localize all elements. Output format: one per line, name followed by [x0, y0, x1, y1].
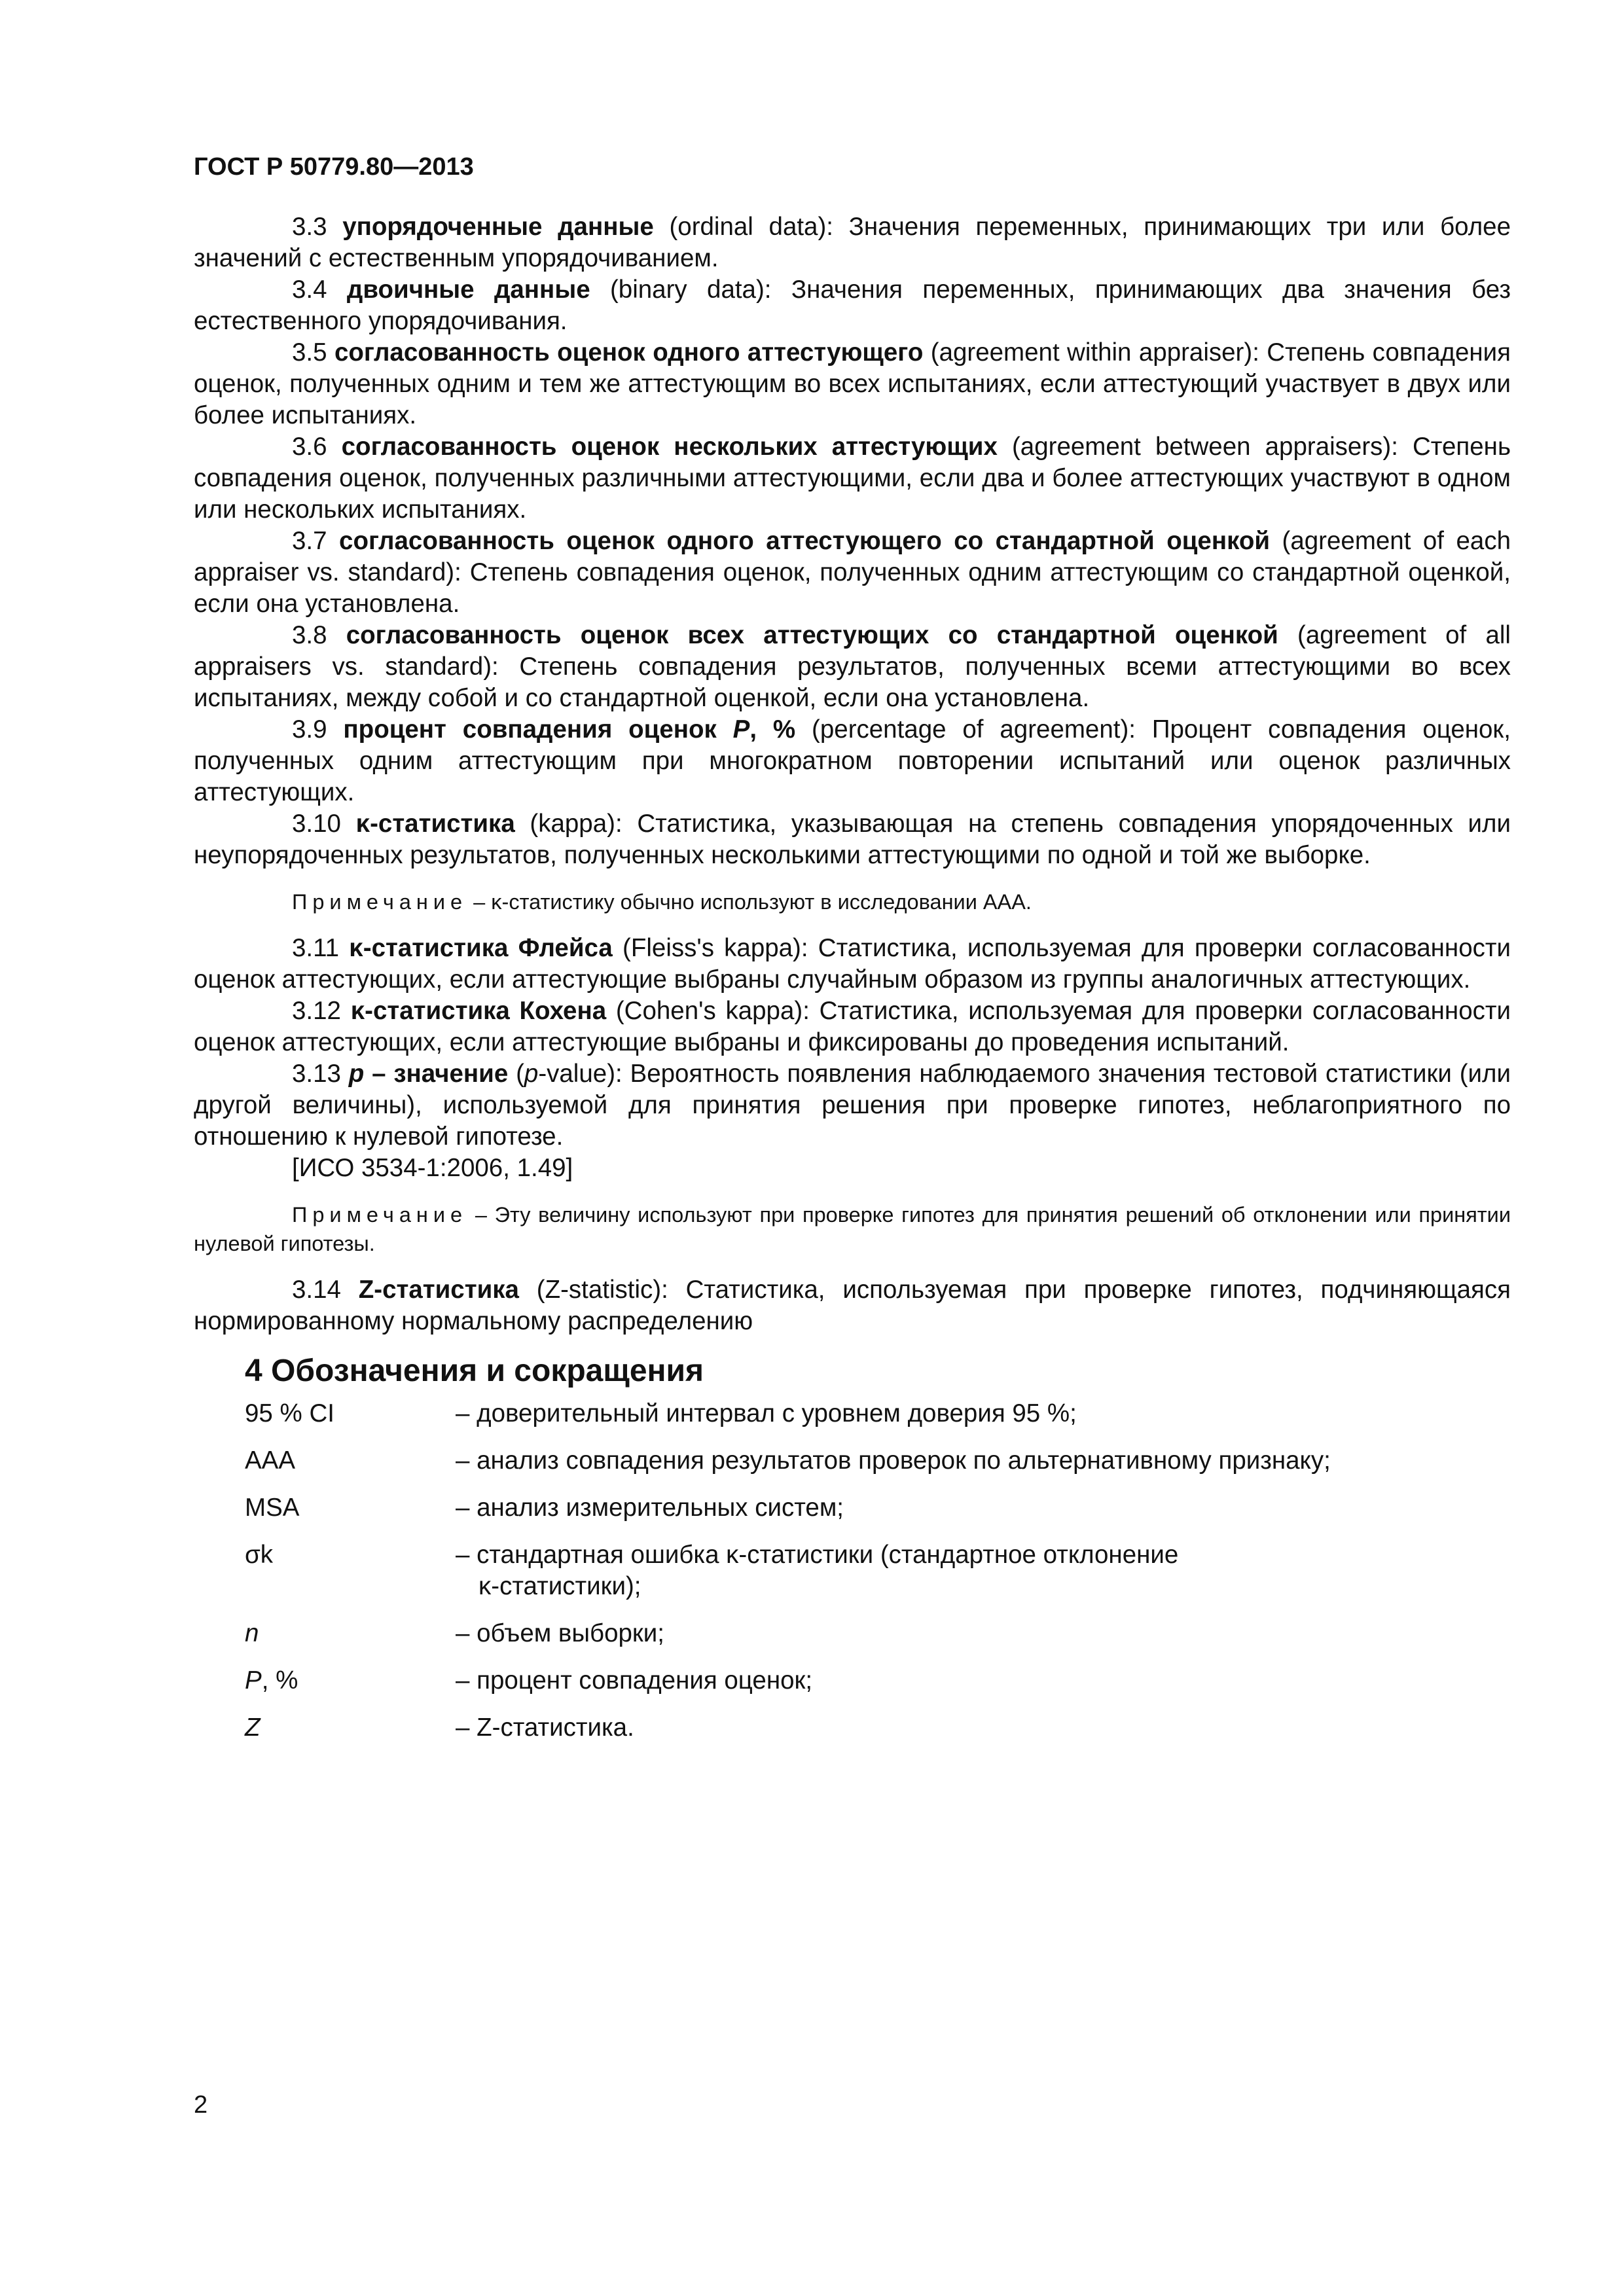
document-header: ГОСТ Р 50779.80—2013: [194, 153, 474, 181]
abbreviation-list: [194, 1398, 1511, 1744]
term-number: 3.10: [292, 810, 341, 838]
note-text: – Эту величину используют при проверке гипотез для принятия решений об отклонении или принятии нулевой гипотезы.: [194, 1203, 1511, 1255]
definition-line: – стандартная ошибка κ-статистики (стандартное отклонение: [456, 1540, 1179, 1569]
note: [194, 888, 1511, 916]
term-number: 3.3: [292, 213, 327, 241]
abbreviation-row: [194, 1712, 1511, 1744]
term-text: -value): Вероятность появления наблюдаемого значения тестовой статистики (или другой величины), используемой для принятия решения при проверке гипотез, неблагоприятного по отношению к нулевой гипотезе.: [194, 1060, 1511, 1151]
term-3-4: [194, 274, 1511, 337]
abbreviation-definition: – Z-статистика.: [456, 1713, 634, 1742]
term-3-9: [194, 714, 1511, 808]
term-title: согласованность оценок одного аттестующего: [334, 338, 924, 367]
abbreviation-symbol: n: [245, 1619, 259, 1647]
abbreviation-row: [194, 1618, 1511, 1649]
term-number: 3.6: [292, 433, 327, 461]
note-text: – κ-статистику обычно используют в исследовании ААА.: [467, 890, 1032, 914]
term-title: κ-статистика Флейса: [349, 934, 613, 962]
term-text: (Cohen's kappa): Статистика, используемая для проверки согласованности оценок аттестующих, если аттестующие выбраны и фиксированы до проведения испытаний.: [194, 997, 1511, 1056]
term-number: 3.14: [292, 1276, 341, 1304]
term-3-5: [194, 337, 1511, 431]
term-title: κ-статистика: [355, 810, 515, 838]
term-title-part: , %: [749, 715, 796, 744]
term-title-symbol: P: [732, 715, 750, 744]
term-text: (agreement between appraisers): Степень совпадения оценок, полученных различными аттестующими, если два и более аттестующих участвуют в одном или нескольких испытаниях.: [194, 433, 1511, 524]
term-title: [343, 715, 795, 744]
term-3-7: [194, 526, 1511, 620]
abbreviation-definition: – анализ измерительных систем;: [456, 1493, 844, 1522]
term-text: (Fleiss's kappa): Статистика, используемая для проверки согласованности оценок аттестующих, если аттестующие выбраны случайным образом из группы аналогичных аттестующих.: [194, 934, 1511, 994]
abbreviation-definition: – процент совпадения оценок;: [456, 1666, 813, 1695]
abbreviation-row: [194, 1492, 1511, 1524]
abbreviation-definition: – объем выборки;: [456, 1619, 664, 1647]
abbreviation-symbol: 95 % CI: [245, 1399, 334, 1427]
term-3-11: [194, 933, 1511, 996]
note: [194, 1200, 1511, 1258]
term-text: (agreement within appraiser): Степень совпадения оценок, полученных одним и тем же аттестующим во всех испытаниях, если аттестующий участвует в двух или более испытаниях.: [194, 338, 1511, 429]
abbreviation-symbol: Z: [245, 1713, 261, 1742]
term-3-14: [194, 1274, 1511, 1337]
abbreviation-row: [194, 1665, 1511, 1696]
section-title: 4 Обозначения и сокращения: [245, 1354, 704, 1388]
term-number: 3.9: [292, 715, 327, 744]
term-3-8: [194, 620, 1511, 714]
term-text: (Z-statistic): Статистика, используемая при проверке гипотез, подчиняющаяся нормированному нормальному распределению: [194, 1276, 1511, 1335]
term-title-part: процент совпадения оценок: [343, 715, 733, 744]
note-label: Примечание: [292, 1203, 468, 1227]
term-text: (agreement of each appraiser vs. standard): Степень совпадения оценок, полученных одним аттестующим со стандартной оценкой, если она установлена.: [194, 527, 1511, 618]
term-title: двоичные данные: [346, 276, 590, 304]
abbreviation-symbol: MSA: [245, 1493, 300, 1522]
term-text: (binary data): Значения переменных, принимающих два значения без естественного упорядочивания.: [194, 276, 1511, 335]
term-text: (percentage of agreement): Процент совпадения оценок, полученных одним аттестующим при многократном повторении испытаний или оценок различных аттестующих.: [194, 715, 1511, 806]
term-3-10: [194, 808, 1511, 871]
abbreviation-row: [194, 1398, 1511, 1429]
term-title: упорядоченные данные: [342, 213, 654, 241]
term-number: 3.7: [292, 527, 327, 555]
term-text: (: [508, 1060, 524, 1088]
source-reference: [ИСО 3534-1:2006, 1.49]: [292, 1154, 573, 1182]
term-title: согласованность оценок всех аттестующих со стандартной оценкой: [346, 621, 1278, 649]
abbreviation-definition: – доверительный интервал с уровнем доверия 95 %;: [456, 1399, 1077, 1427]
definition-continuation: κ-статистики);: [478, 1571, 641, 1600]
abbreviation-symbol: [245, 1665, 298, 1696]
term-title-symbol: p: [348, 1060, 365, 1088]
term-title-part: – значение: [364, 1060, 509, 1088]
term-text: (agreement of all appraisers vs. standard): Степень совпадения результатов, полученных всеми аттестующими во всех испытаниях, между собой и со стандартной оценкой, если она установлена.: [194, 621, 1511, 712]
term-3-6: [194, 431, 1511, 526]
term-3-12: [194, 996, 1511, 1058]
term-title: согласованность оценок одного аттестующего со стандартной оценкой: [339, 527, 1271, 555]
term-number: 3.8: [292, 621, 327, 649]
term-number: 3.4: [292, 276, 327, 304]
page-number: 2: [194, 2091, 208, 2119]
term-text: (kappa): Статистика, указывающая на степень совпадения упорядоченных или неупорядоченных результатов, полученных несколькими аттестующими по одной и той же выборке.: [194, 810, 1511, 869]
abbreviation-definition: [456, 1539, 1511, 1602]
term-text-symbol: p: [524, 1060, 539, 1088]
term-number: 3.13: [292, 1060, 341, 1088]
term-title: [349, 1060, 509, 1088]
note-label: Примечание: [292, 890, 468, 914]
abbreviation-symbol: AAA: [245, 1446, 296, 1475]
abbreviation-symbol: σk: [245, 1540, 274, 1569]
abbreviation-definition: – анализ совпадения результатов проверок по альтернативному признаку;: [456, 1446, 1331, 1475]
document-body: [194, 211, 1511, 1759]
term-title: κ-статистика Кохена: [350, 997, 607, 1025]
term-3-13: [194, 1058, 1511, 1153]
term-3-3: [194, 211, 1511, 274]
term-title: Z-статистика: [358, 1276, 519, 1304]
term-title: согласованность оценок нескольких аттестующих: [341, 433, 998, 461]
symbol-italic-part: P: [245, 1666, 262, 1695]
abbreviation-row: [194, 1539, 1511, 1602]
term-number: 3.11: [292, 934, 340, 962]
symbol-rest: , %: [261, 1666, 298, 1695]
term-number: 3.12: [292, 997, 341, 1025]
term-text: (ordinal data): Значения переменных, принимающих три или более значений с естественным упорядочиванием.: [194, 213, 1511, 272]
term-number: 3.5: [292, 338, 327, 367]
abbreviation-row: [194, 1445, 1511, 1477]
